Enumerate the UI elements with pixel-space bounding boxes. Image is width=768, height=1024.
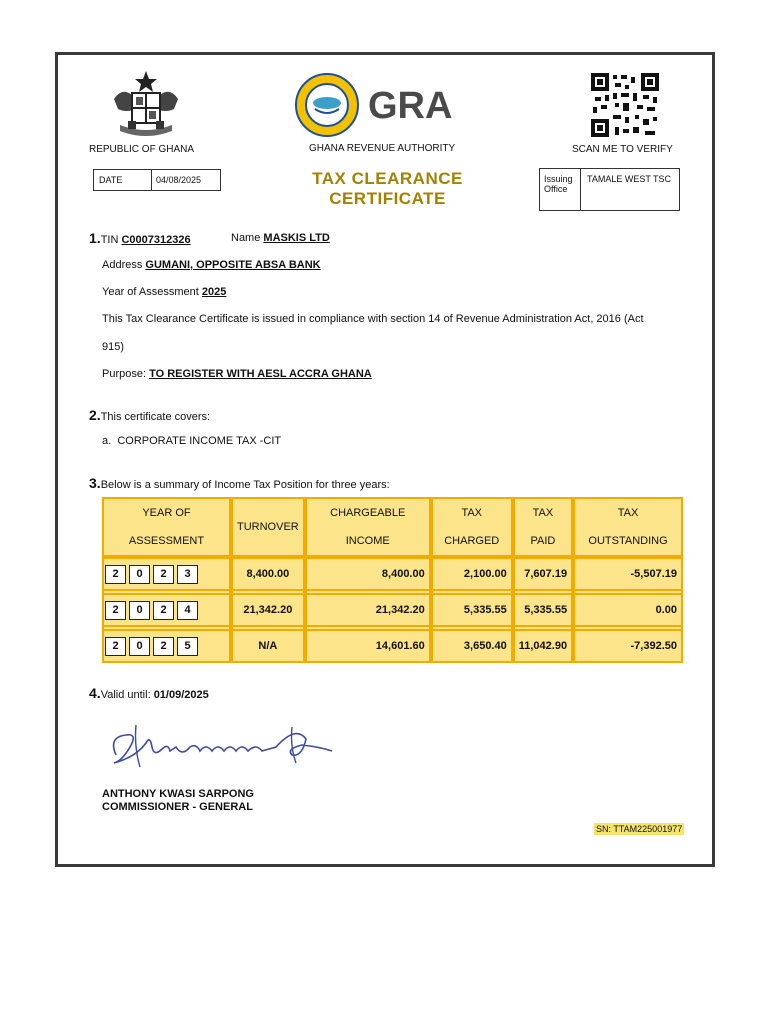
header-year-of-assessment: YEAR OF ASSESSMENT (102, 497, 231, 557)
year-digit: 3 (177, 565, 198, 584)
header-turnover: TURNOVER (231, 497, 305, 557)
title-line-2: CERTIFICATE (329, 189, 446, 208)
coverage-marker: a. (102, 435, 112, 447)
section-number: 1. (89, 230, 101, 246)
chargeable-income-cell: 21,342.20 (305, 593, 431, 627)
table-row (102, 629, 683, 663)
section-2-line (89, 407, 210, 423)
authority-label: GHANA REVENUE AUTHORITY (309, 143, 456, 154)
issuing-office-label: Issuing Office (540, 169, 581, 210)
table-header-row (102, 497, 683, 557)
tax-outstanding-cell: 0.00 (573, 593, 683, 627)
date-label: DATE (94, 170, 152, 190)
date-value: 04/08/2025 (156, 175, 202, 185)
address-value: GUMANI, OPPOSITE ABSA BANK (145, 259, 321, 271)
header-chargeable-income: CHARGEABLE INCOME (305, 497, 431, 557)
tax-charged-cell: 3,650.40 (431, 629, 513, 663)
year-digit: 2 (153, 601, 174, 620)
gra-logo (293, 73, 478, 137)
chargeable-income-cell: 8,400.00 (305, 557, 431, 591)
tax-charged-cell: 5,335.55 (431, 593, 513, 627)
year-digit: 0 (129, 565, 150, 584)
section-2-text: This certificate covers: (100, 411, 211, 423)
certificate-page (55, 52, 715, 867)
tin-value: C0007312326 (121, 234, 191, 246)
year-cell (102, 593, 231, 627)
header-tax-paid: TAX PAID (513, 497, 573, 557)
section-1-tin-line (89, 230, 191, 246)
year-digit: 2 (153, 637, 174, 656)
turnover-cell: 21,342.20 (231, 593, 305, 627)
tin-label: TIN (100, 234, 119, 246)
header-tax-charged: TAX CHARGED (431, 497, 513, 557)
purpose-line (102, 368, 372, 380)
header-tax-outstanding: TAX OUTSTANDING (573, 497, 683, 557)
tax-paid-cell: 5,335.55 (513, 593, 573, 627)
year-digit: 0 (129, 637, 150, 656)
title-line-1: TAX CLEARANCE (312, 169, 463, 188)
issuing-office-value: TAMALE WEST TSC (587, 174, 672, 184)
year-digit: 5 (177, 637, 198, 656)
address-label: Address (102, 259, 143, 271)
valid-until-value: 01/09/2025 (153, 689, 209, 701)
tax-paid-cell: 7,607.19 (513, 557, 573, 591)
section-number: 2. (89, 407, 101, 423)
svg-text:GRA: GRA (368, 85, 453, 127)
table-row (102, 593, 683, 627)
section-3-text: Below is a summary of Income Tax Position for three years: (100, 479, 390, 491)
section-number: 3. (89, 475, 101, 491)
signatory-title: COMMISSIONER - GENERAL (102, 801, 253, 813)
tax-paid-cell: 11,042.90 (513, 629, 573, 663)
qr-code-icon[interactable] (591, 73, 659, 137)
year-cell (102, 629, 231, 663)
section-4-line (89, 685, 209, 701)
name-value: MASKIS LTD (263, 232, 330, 244)
name-label: Name (231, 232, 261, 244)
year-digit: 2 (153, 565, 174, 584)
table-row (102, 557, 683, 591)
signatory-block (102, 788, 254, 814)
tax-outstanding-cell: -5,507.19 (573, 557, 683, 591)
year-digit: 2 (105, 565, 126, 584)
year-of-assessment-line (102, 286, 226, 298)
signature-image (106, 717, 336, 777)
ghana-coat-of-arms-icon (108, 69, 184, 141)
year-value: 2025 (201, 286, 227, 298)
chargeable-income-cell: 14,601.60 (305, 629, 431, 663)
gra-seal-icon (293, 73, 478, 137)
tax-outstanding-cell: -7,392.50 (573, 629, 683, 663)
year-digit: 2 (105, 637, 126, 656)
date-box (93, 169, 221, 191)
year-label: Year of Assessment (102, 286, 199, 298)
year-digit: 4 (177, 601, 198, 620)
purpose-label: Purpose: (102, 368, 147, 380)
signatory-name: ANTHONY KWASI SARPONG (102, 788, 254, 800)
coverage-item (102, 435, 281, 447)
issuing-office-box (539, 168, 680, 211)
coverage-text: CORPORATE INCOME TAX -CIT (117, 435, 282, 447)
compliance-line-1: This Tax Clearance Certificate is issued in compliance with section 14 of Revenue Administration Act, 2016 (Act (102, 313, 644, 325)
year-digit: 2 (105, 601, 126, 620)
tax-charged-cell: 2,100.00 (431, 557, 513, 591)
address-line (102, 259, 321, 271)
purpose-value: TO REGISTER WITH AESL ACCRA GHANA (149, 368, 372, 380)
section-3-line (89, 475, 390, 491)
name-line (231, 232, 330, 244)
scan-label: SCAN ME TO VERIFY (572, 144, 673, 155)
compliance-line-2: 915) (102, 341, 125, 353)
serial-number: SN: TTAM225001977 (596, 824, 683, 834)
turnover-cell: N/A (231, 629, 305, 663)
income-tax-table (102, 497, 683, 663)
turnover-cell: 8,400.00 (231, 557, 305, 591)
valid-until-label: Valid until: (100, 689, 151, 701)
section-number: 4. (89, 685, 101, 701)
year-cell (102, 557, 231, 591)
certificate-title (286, 169, 489, 209)
year-digit: 0 (129, 601, 150, 620)
republic-label: REPUBLIC OF GHANA (89, 144, 195, 155)
